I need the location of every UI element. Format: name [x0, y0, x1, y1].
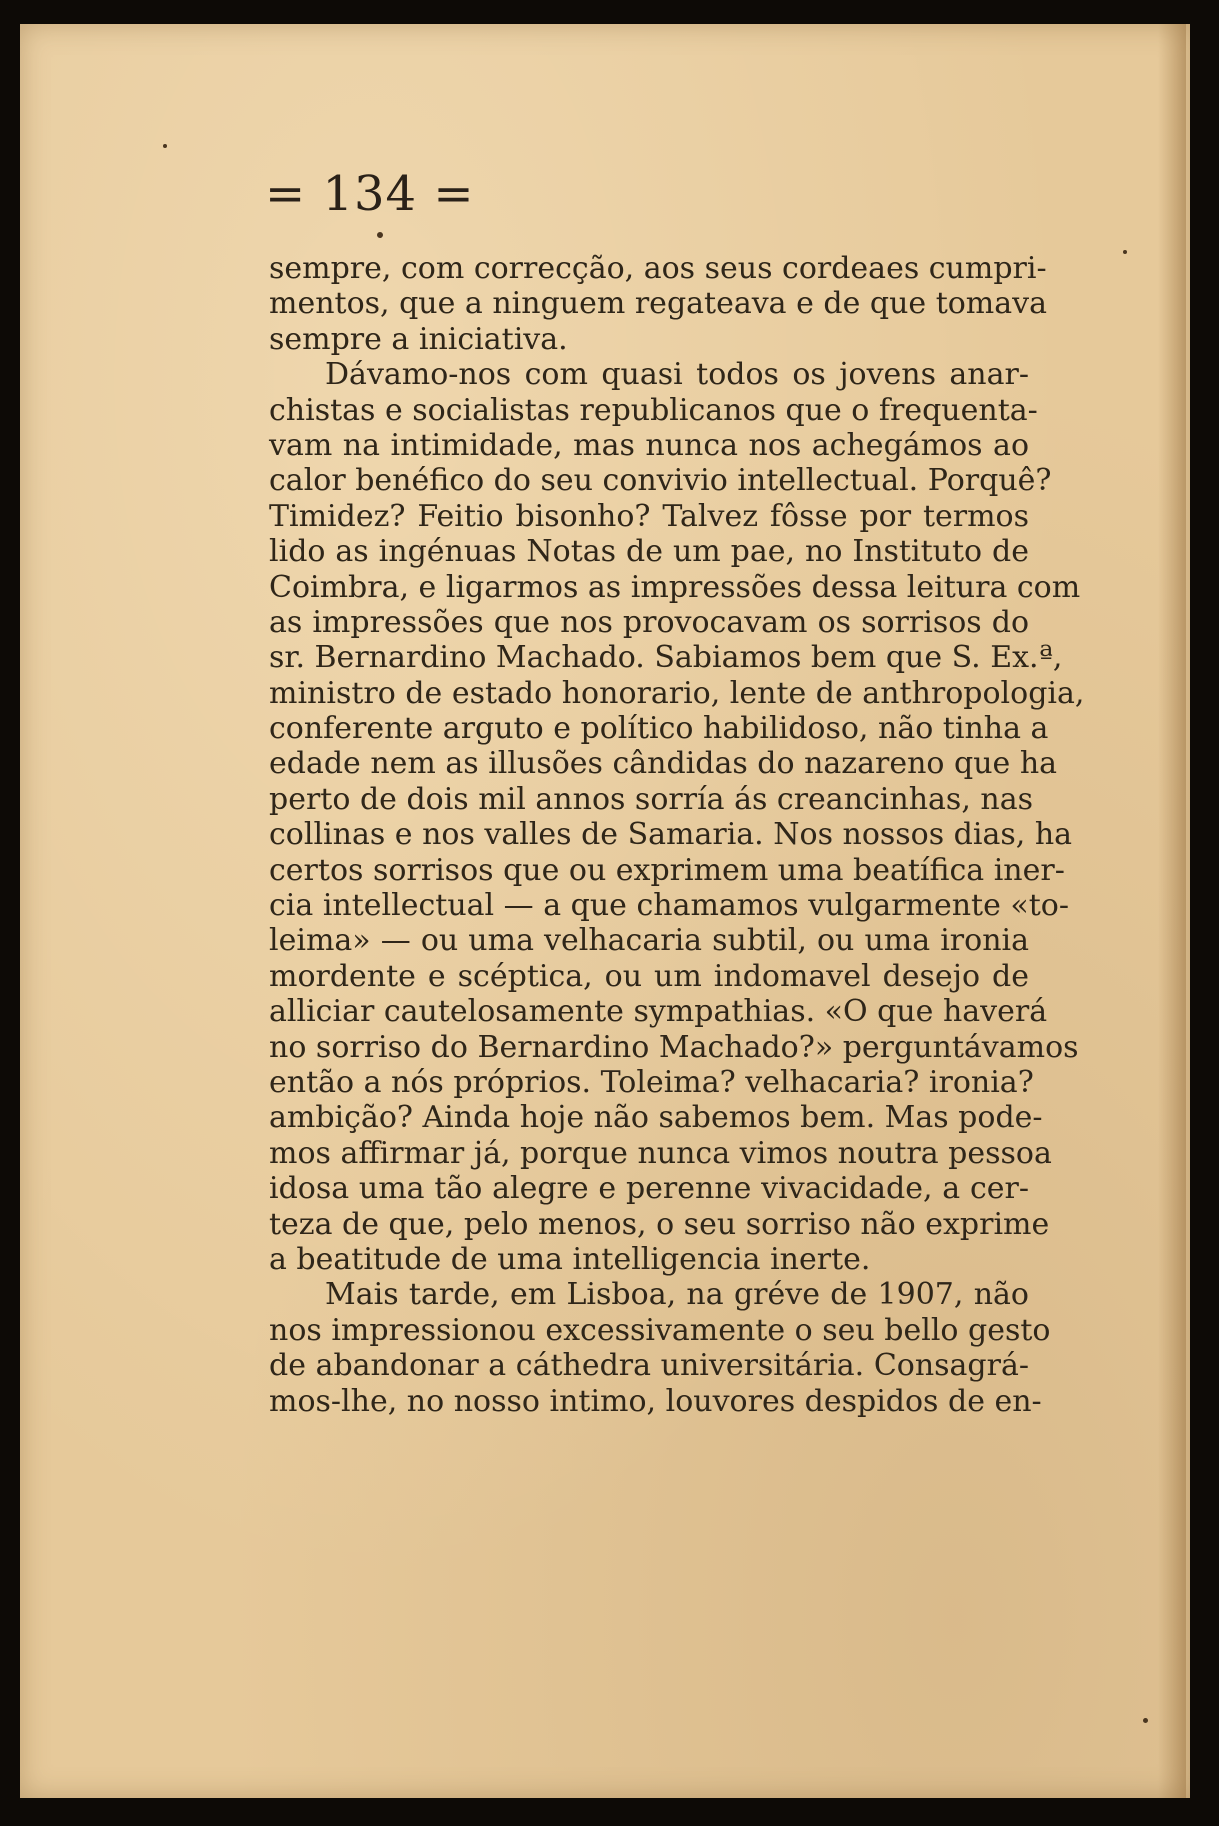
text-line: sempre a iniciativa. [269, 321, 568, 357]
text-line: de abandonar a cáthedra universitária. Consagrá- [269, 1348, 1029, 1384]
text-line: calor benéfico do seu convivio intellectual. Porquê? [269, 463, 1052, 499]
page-number: = 134 = [265, 166, 475, 222]
text-line: alliciar cautelosamente sympathias. «O que haverá [269, 994, 1048, 1030]
text-line: chistas e socialistas republicanos que o frequenta- [269, 392, 1038, 428]
paper-fleck [1143, 1718, 1148, 1723]
text-line: Timidez? Feitio bisonho? Talvez fôsse por termos [269, 498, 1029, 534]
text-line: cia intellectual — a que chamamos vulgarmente «to- [269, 888, 1070, 924]
text-line: conferente arguto e político habilidoso, não tinha a [269, 711, 1049, 747]
text-line: perto de dois mil annos sorría ás creancinhas, nas [269, 781, 1034, 817]
text-line: a beatitude de uma intelligencia inerte. [269, 1241, 871, 1277]
text-line: no sorriso do Bernardino Machado?» perguntávamos [269, 1029, 1079, 1065]
text-line: as impressões que nos provocavam os sorrisos do [269, 604, 1029, 640]
page-spine-shadow [1158, 24, 1186, 1798]
text-line: ambição? Ainda hoje não sabemos bem. Mas pode- [269, 1100, 1043, 1136]
text-line: Coimbra, e ligarmos as impressões dessa leitura com [269, 569, 1081, 605]
text-line: sempre, com correcção, aos seus cordeaes cumpri- [269, 251, 1047, 286]
text-line: Dávamo-nos com quasi todos os jovens anar- [325, 357, 1029, 393]
text-line: idosa uma tão alegre e perenne vivacidade, a cer- [269, 1171, 1029, 1207]
text-line: então a nós próprios. Toleima? velhacaria? ironia? [269, 1064, 1034, 1100]
text-line: vam na intimidade, mas nunca nos achegámos ao [269, 427, 1029, 463]
text-line: certos sorrisos que ou exprimem uma beatífica iner- [269, 852, 1065, 888]
text-line: mos-lhe, no nosso intimo, louvores despidos de en- [269, 1383, 1042, 1419]
text-line: sr. Bernardino Machado. Sabiamos bem que S. Ex.ª, [269, 640, 1063, 676]
text-line: teza de que, pelo menos, o seu sorriso não exprime [269, 1206, 1050, 1242]
text-line: mentos, que a ninguem regateava e de que tomava [269, 286, 1047, 322]
text-line: mordente e scéptica, ou um indomavel desejo de [269, 958, 1029, 994]
body-text [269, 251, 1085, 1419]
paper-fleck [163, 144, 167, 148]
paper-fleck [377, 232, 383, 238]
text-line: collinas e nos valles de Samaria. Nos nossos dias, ha [269, 817, 1073, 853]
text-line: ministro de estado honorario, lente de anthropologia, [269, 675, 1085, 711]
text-line: mos affirmar já, porque nunca vimos noutra pessoa [269, 1135, 1052, 1171]
text-line: leima» — ou uma velhacaria subtil, ou uma ironia [269, 923, 1029, 959]
text-line: edade nem as illusões cândidas do nazareno que ha [269, 746, 1058, 782]
text-line: nos impressionou excessivamente o seu bello gesto [269, 1312, 1051, 1348]
text-line: Mais tarde, em Lisboa, na gréve de 1907, não [325, 1277, 1029, 1313]
paper-fleck [1123, 250, 1127, 254]
text-line: lido as ingénuas Notas de um pae, no Instituto de [269, 534, 1029, 570]
